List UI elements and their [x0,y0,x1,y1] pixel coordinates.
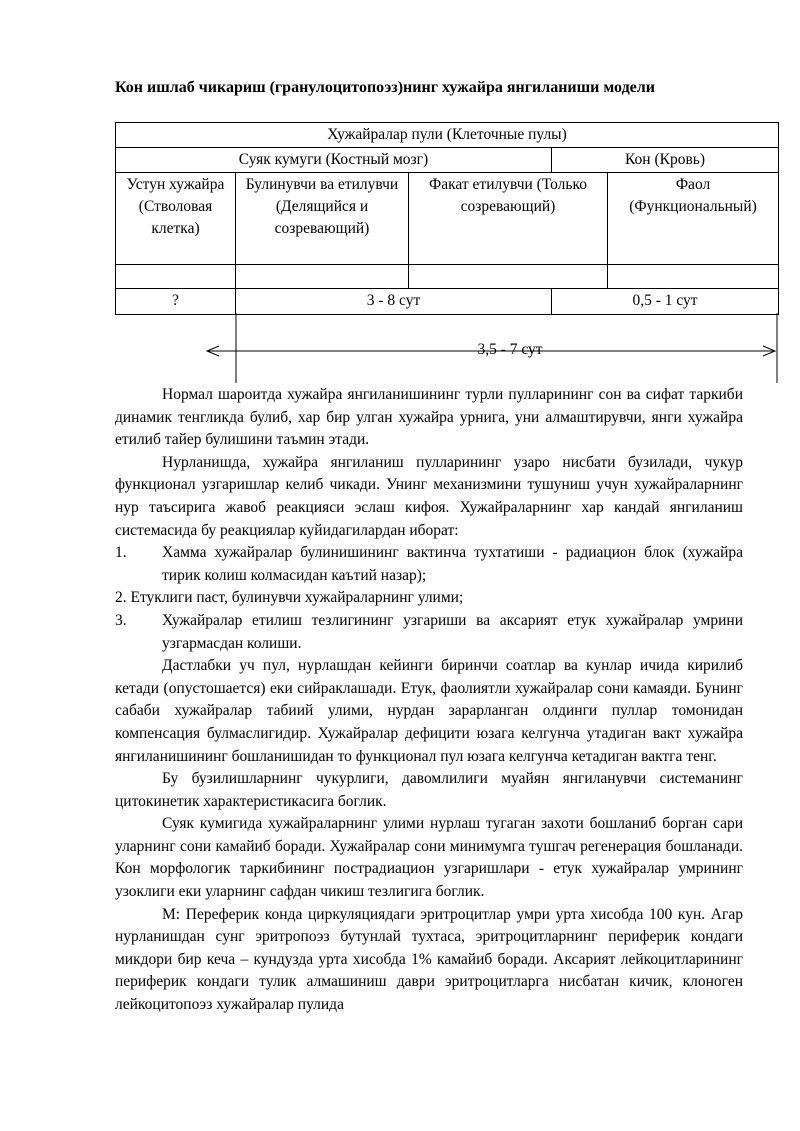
table-cell-only-maturing: Факат етилувчи (Только созревающий) [409,173,608,265]
timeline-arrow-right-head [763,346,775,356]
list-item-number: 1. [115,544,127,562]
table-header-bone-marrow: Суяк кумуги (Костный мозг) [116,148,552,173]
cell-pools-table [115,122,779,315]
table-cell-time-stem: ? [116,289,236,315]
list-item-text: Хамма хужайралар булинишининг вактинча тухтатиши - радиацион блок (хужайра тирик колиш колмасидан каътий назар); [162,544,743,584]
timeline-total-span: 3,5 - 7 сут [477,341,543,358]
table-empty-cell [409,265,608,289]
table-empty-cell [116,265,236,289]
table-cell-functional: Фаол (Функциональный) [608,173,779,265]
table-header-blood: Кон (Кровь) [552,148,779,173]
paragraph: М: Переферик конда циркуляциядаги эритроцитлар умри урта хисобда 100 кун. Агар нурланишдан сунг эритропоэз бутунлай тухтаса, эритроцитларнинг периферик кондаги микдори бир кеча – кундузда урта хисобда 1% камайиб боради. Аксарият лейкоцитларининг периферик кондаги тулик алмашиниш даври эритроцитларга нисбатан кичик, клоноген лейкоцитопоэз хужайралар пулида [115,905,743,1014]
list-item [115,542,743,587]
table-cell-stem-cell: Устун хужайра (Стволовая клетка) [116,173,236,265]
timeline-arrow-left-head [207,346,219,356]
table-empty-cell [236,265,409,289]
page-title: Кон ишлаб чикариш (гранулоцитопоэз)нинг хужайра янгиланиши модели [115,79,655,96]
table-cell-time-marrow: 3 - 8 сут [236,289,552,315]
table-cell-dividing-maturing: Булинувчи ва етилувчи (Делящийся и созревающий) [236,173,409,265]
list-item-text: Хужайралар етилиш тезлигининг узгариши ва аксарият етук хужайралар умрини узгармасдан колиши. [162,611,743,652]
list-item: 2. Етуклиги паст, булинувчи хужайраларнинг улими; [115,589,464,607]
paragraph: Нурланишда, хужайра янгиланиш пулларининг узаро нисбати бузилади, чукур функционал узгаришлар келиб чикади. Унинг механизмини тушуниш учун хужайраларнинг нур таъсирига жавоб реакцияси эслаш кифоя. Хужайраларнинг хар кандай янгиланиш системасида бу реакциялар куйидагилардан иборат: [115,453,743,539]
list-item-number: 3. [115,611,127,629]
table-cell-time-blood: 0,5 - 1 сут [552,289,779,315]
paragraph: Нормал шароитда хужайра янгиланишининг турли пулларининг сон ва сифат таркиби динамик тенгликда булиб, хар бир улган хужайра урнига, уни алмаштирувчи, янги хужайра етилиб тайер булишини таъмин этади. [115,386,743,449]
table-header-pools: Хужайралар пули (Клеточные пулы) [116,123,779,148]
body-text [115,384,743,1017]
paragraph: Дастлабки уч пул, нурлашдан кейинги биринчи соатлар ва кунлар ичида кирилиб кетади (опустошается) еки сийраклашади. Етук, фаолиятли хужайралар сони камаяди. Бунинг сабаби хужайралар табиий улими, нурдан зарарланган олдинги пуллар томонидан компенсация булмаслигидир. Хужайралар дефицити юзага келгунча утадиган вакт хужайра янгиланишининг бошланишидан то функционал пул юзага келгунча кетадиган вактга тенг. [115,657,743,765]
paragraph: Бу бузилишларнинг чукурлиги, давомлилиги муайян янгиланувчи системанинг цитокинетик характеристикасига боглик. [115,770,743,810]
paragraph: Суяк кумигида хужайраларнинг улими нурлаш тугаган захоти бошланиб борган сари уларнинг сони камайиб боради. Хужайралар сони минимумга тушгач регенерация бошланади. Кон морфологик таркибининг пострадиацион узгаришлари - етук хужайралар умрининг узоклиги еки уларнинг сафдан чикиш тезлигига боглик. [115,815,743,901]
list-item [115,610,743,655]
table-empty-cell [608,265,779,289]
